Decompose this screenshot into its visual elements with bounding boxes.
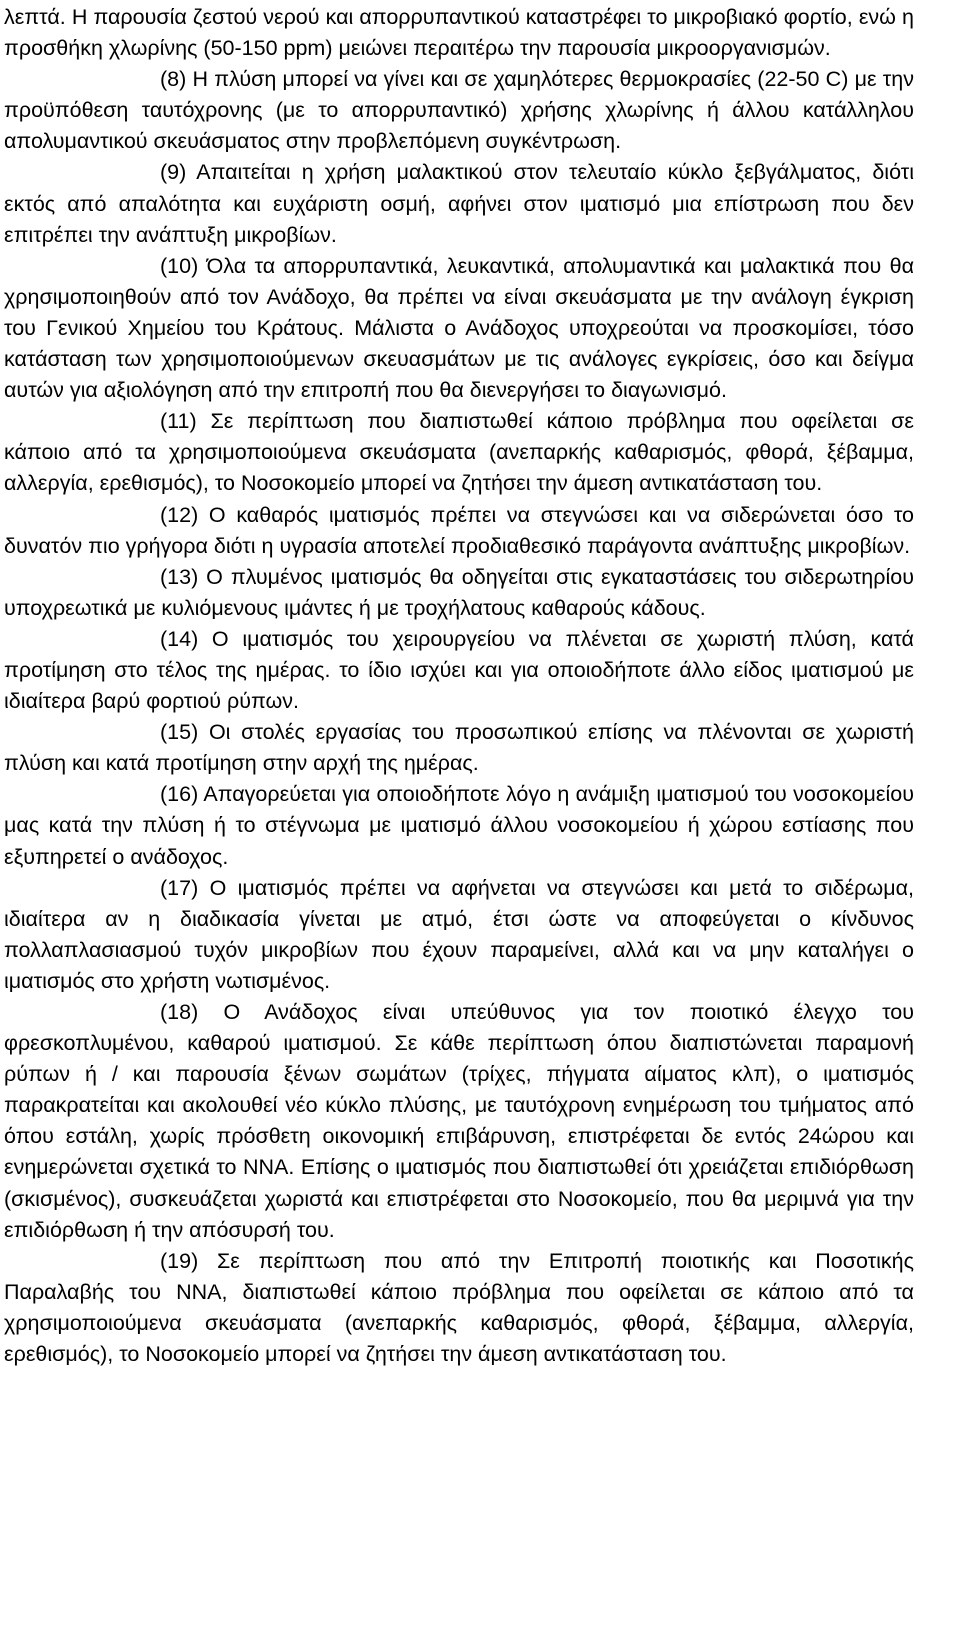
paragraph-17: (17) Ο ιματισμός πρέπει να αφήνεται να στεγνώσει και μετά το σιδέρωμα, ιδιαίτερα αν η διαδικασία γίνεται με ατμό, έτσι ώστε να αποφεύγεται ο κίνδυνος πολλαπλασιασμού τυχόν μικροβίων που έχουν παραμείνει, αλλά και να μην καταλήγει ο ιματισμός στο χρήστη νωτισμένος.	[4, 875, 914, 993]
paragraph-18: (18) Ο Ανάδοχος είναι υπεύθυνος για τον ποιοτικό έλεγχο του φρεσκοπλυμένου, καθαρού ιματισμού. Σε κάθε περίπτωση όπου διαπιστώνεται παραμονή ρύπων ή / και παρουσία ξένων σωμάτων (τρίχες, πήγματα αίματος κλπ), ο ιματισμός παρακρατείται και ακολουθεί νέο κύκλο πλύσης, με ταυτόχρονη ενημέρωση του τμήματος από όπου εστάλη, χωρίς πρόσθετη οικονομική επιβάρυνση, επιστρέφεται δε εντός 24ώρου και ενημερώνεται σχετικά το ΝΝΑ. Επίσης ο ιματισμός που διαπιστωθεί ότι χρειάζεται επιδιόρθωση (σκισμένος), συσκευάζεται χωριστά και επιστρέφεται στο Νοσοκομείο, που θα μεριμνά για την επιδιόρθωση ή την απόσυρσή του.	[4, 1000, 914, 1242]
paragraph-7-continuation: λεπτά. Η παρουσία ζεστού νερού και απορρυπαντικού καταστρέφει το μικροβιακό φορτίο, ενώ η προσθήκη χλωρίνης (50-150 ppm) μειώνει περαιτέρω την παρουσία μικροοργανισμών.	[4, 5, 914, 61]
paragraph-14: (14) Ο ιματισμός του χειρουργείου να πλένεται σε χωριστή πλύση, κατά προτίμηση στο τέλος της ημέρας. το ίδιο ισχύει και για οποιοδήποτε άλλο είδος ιματισμού με ιδιαίτερα βαρύ φορτιού ρύπων.	[4, 626, 914, 714]
paragraph-10: (10) Όλα τα απορρυπαντικά, λευκαντικά, απολυμαντικά και μαλακτικά που θα χρησιμοποιηθούν από τον Ανάδοχο, θα πρέπει να είναι σκευάσματα με την ανάλογη έγκριση του Γενικού Χημείου του Κράτους. Μάλιστα ο Ανάδοχος υποχρεούται να προσκομίσει, τόσο κατάσταση των χρησιμοποιούμενων σκευασμάτων με τις ανάλογες εγκρίσεις, όσο και δείγμα αυτών για αξιολόγηση από την επιτροπή που θα διενεργήσει το διαγωνισμό.	[4, 253, 914, 403]
paragraph-13: (13) Ο πλυμένος ιματισμός θα οδηγείται στις εγκαταστάσεις του σιδερωτηρίου υποχρεωτικά με κυλιόμενους ιμάντες ή με τροχήλατους καθαρούς κάδους.	[4, 564, 914, 620]
paragraph-15: (15) Οι στολές εργασίας του προσωπικού επίσης να πλένονται σε χωριστή πλύση και κατά προτίμηση στην αρχή της ημέρας.	[4, 720, 914, 776]
paragraph-16: (16) Απαγορεύεται για οποιοδήποτε λόγο η ανάμιξη ιματισμού του νοσοκομείου μας κατά την πλύση ή το στέγνωμα με ιματισμό άλλου νοσοκομείου ή χώρου εστίασης που εξυπηρετεί ο ανάδοχος.	[4, 782, 914, 869]
paragraph-12: (12) Ο καθαρός ιματισμός πρέπει να στεγνώσει και να σιδερώνεται όσο το δυνατόν πιο γρήγορα διότι η υγρασία αποτελεί προδιαθεσικό παράγοντα ανάπτυξης μικροβίων.	[4, 502, 914, 558]
paragraph-8: (8) Η πλύση μπορεί να γίνει και σε χαμηλότερες θερμοκρασίες (22-50 C) με την προϋπόθεση ταυτόχρονης (με το απορρυπαντικό) χρήσης χλωρίνης ή άλλου κατάλληλου απολυμαντικού σκευάσματος στην προβλεπόμενη συγκέντρωση.	[4, 67, 914, 154]
paragraph-11: (11) Σε περίπτωση που διαπιστωθεί κάποιο πρόβλημα που οφείλεται σε κάποιο από τα χρησιμοποιούμενα σκευάσματα (ανεπαρκής καθαρισμός, φθορά, ξέβαμμα, αλλεργία, ερεθισμός), το Νοσοκομείο μπορεί να ζητήσει την άμεση αντικατάσταση του.	[4, 409, 914, 496]
paragraph-9: (9) Απαιτείται η χρήση μαλακτικού στον τελευταίο κύκλο ξεβγάλματος, διότι εκτός από απαλότητα και ευχάριστη οσμή, αφήνει στον ιματισμό μια επίστρωση που δεν επιτρέπει την ανάπτυξη μικροβίων.	[4, 160, 914, 247]
paragraph-19: (19) Σε περίπτωση που από την Επιτροπή ποιοτικής και Ποσοτικής Παραλαβής του ΝΝΑ, διαπιστωθεί κάποιο πρόβλημα που οφείλεται σε κάποιο από τα χρησιμοποιούμενα σκευάσματα (ανεπαρκής καθαρισμός, φθορά, ξέβαμμα, αλλεργία, ερεθισμός), το Νοσοκομείο μπορεί να ζητήσει την άμεση αντικατάσταση του.	[4, 1248, 914, 1367]
